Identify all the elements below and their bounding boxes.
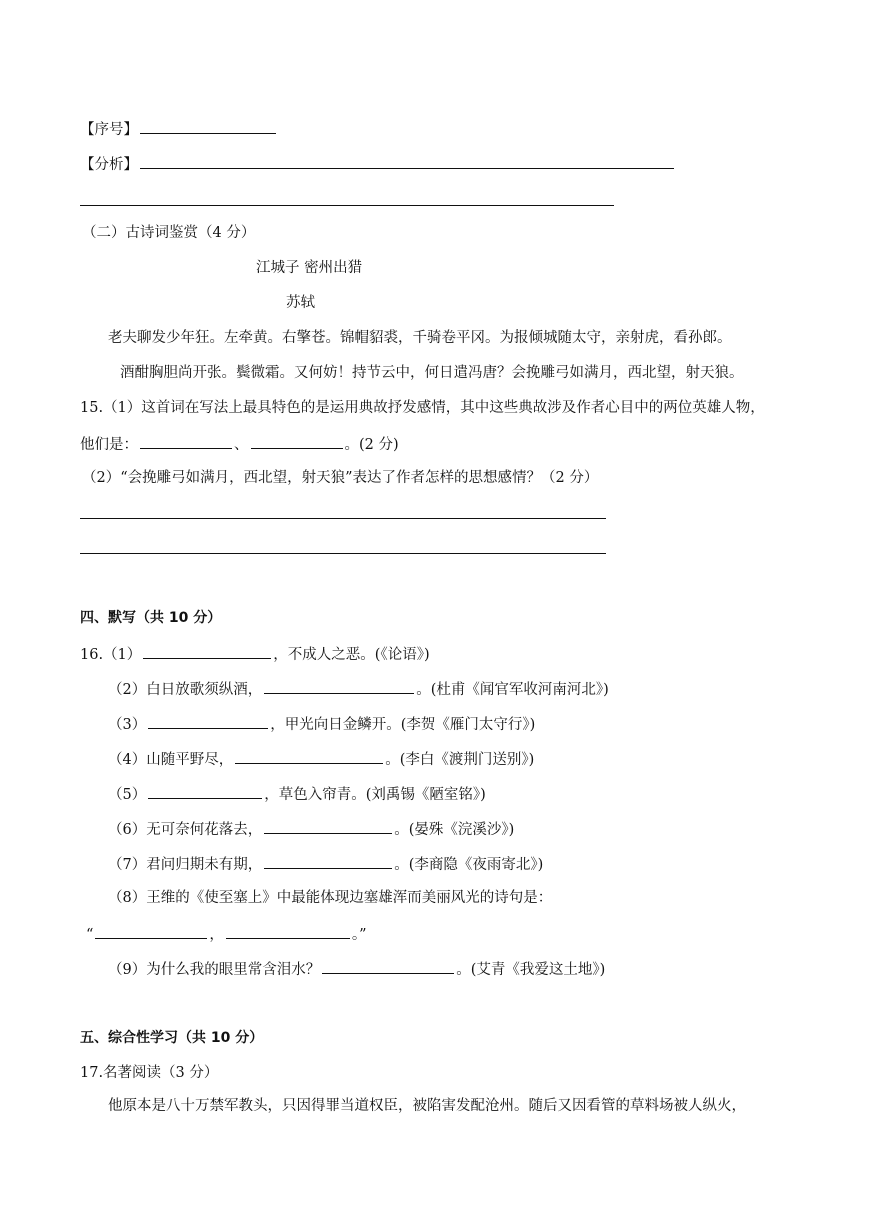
question-15-part-2: （2）“会挽雕弓如满月，西北望，射天狼”表达了作者怎样的思想感情？（2 分）: [82, 470, 599, 486]
q16-7-suffix: 。(李商隐《夜雨寄北》): [394, 857, 544, 873]
section-5-heading: 五、综合性学习（共 10 分）: [80, 1030, 264, 1046]
q16-4-prefix: （4）山随平野尽，: [108, 752, 234, 768]
serial-blank[interactable]: [140, 119, 276, 134]
poem-line-2: 酒酣胸胆尚开张。鬓微霜。又何妨！持节云中，何日遣冯唐？会挽雕弓如满月，西北望，射天狼。: [120, 365, 744, 381]
q16-9-suffix: 。(艾青《我爱这土地》): [456, 962, 606, 978]
q16-2-suffix: 。(杜甫《闻官军收河南河北》): [416, 682, 609, 698]
serial-line: [80, 119, 278, 139]
q16-5-blank[interactable]: [148, 784, 262, 799]
analysis-continuation-line[interactable]: [80, 205, 614, 206]
q16-9-blank[interactable]: [322, 959, 454, 974]
q15-blank-2[interactable]: [251, 434, 343, 449]
q16-9-prefix: （9）为什么我的眼里常含泪水？: [108, 962, 321, 978]
section-4-heading: 四、默写（共 10 分）: [80, 610, 222, 626]
q16-prefix: 16.（1）: [80, 647, 142, 663]
poem-author: 苏轼: [286, 295, 315, 311]
q16-4-blank[interactable]: [235, 749, 383, 764]
q16-8-blank-2[interactable]: [226, 924, 350, 939]
question-15-line-1: 15.（1）这首词在写法上最具特色的是运用典故抒发感情，其中这些典故涉及作者心目中的两位英雄人物，: [80, 400, 765, 416]
q16-3-prefix: （3）: [108, 717, 147, 733]
q16-2-prefix: （2）白日放歌须纵酒，: [108, 682, 263, 698]
q16-9: [108, 959, 605, 979]
q16-3-blank[interactable]: [148, 714, 268, 729]
q16-3: [108, 714, 535, 734]
q16-5-suffix: ，草色入帘青。(刘禹锡《陋室铭》): [264, 787, 486, 803]
q16-7: [108, 854, 543, 874]
q16-8-line-2: [86, 924, 367, 944]
q16-8-open-quote: “: [86, 927, 94, 943]
q16-2-blank[interactable]: [264, 679, 414, 694]
q16-6: [108, 819, 514, 839]
q16-8-close-quote: 。”: [351, 927, 367, 943]
q15-answer-line-2[interactable]: [80, 553, 606, 554]
q15-suffix: 。(2 分): [344, 437, 399, 453]
question-15-line-2: [80, 434, 399, 454]
analysis-label: 【分析】: [80, 157, 138, 173]
analysis-line: [80, 154, 676, 174]
q16-3-suffix: ，甲光向日金鳞开。(李贺《雁门太守行》): [270, 717, 536, 733]
q16-7-blank[interactable]: [264, 854, 392, 869]
q16-8-comma: ，: [209, 927, 224, 943]
q16-8-line-1: （8）王维的《使至塞上》中最能体现边塞雄浑而美丽风光的诗句是：: [108, 890, 553, 906]
q16-5-prefix: （5）: [108, 787, 147, 803]
serial-label: 【序号】: [80, 122, 138, 138]
q16-1: [80, 644, 430, 664]
q16-6-suffix: 。(晏殊《浣溪沙》): [394, 822, 515, 838]
question-17-label: 17.名著阅读（3 分）: [80, 1065, 219, 1081]
poem-section-heading: （二）古诗词鉴赏（4 分）: [82, 225, 256, 241]
poem-title: 江城子 密州出猎: [256, 260, 363, 276]
q16-8-blank-1[interactable]: [95, 924, 207, 939]
analysis-blank[interactable]: [140, 154, 674, 169]
q16-4-suffix: 。(李白《渡荆门送别》): [385, 752, 535, 768]
q15-prefix: 他们是：: [80, 437, 138, 453]
q16-5: [108, 784, 486, 804]
q15-answer-line-1[interactable]: [80, 518, 606, 519]
q16-1-blank[interactable]: [143, 644, 271, 659]
poem-line-1: 老夫聊发少年狂。左牵黄。右擎苍。锦帽貂裘，千骑卷平冈。为报倾城随太守，亲射虎，看孙郎。: [108, 330, 732, 346]
question-17-text: 他原本是八十万禁军教头，只因得罪当道权臣，被陷害发配沧州。随后又因看管的草料场被人纵火，: [108, 1098, 746, 1114]
q16-6-blank[interactable]: [264, 819, 392, 834]
q15-blank-1[interactable]: [140, 434, 232, 449]
q15-separator: 、: [234, 437, 249, 453]
q16-7-prefix: （7）君问归期未有期，: [108, 857, 263, 873]
q16-1-suffix: ，不成人之恶。(《论语》): [273, 647, 430, 663]
q16-6-prefix: （6）无可奈何花落去，: [108, 822, 263, 838]
q16-2: [108, 679, 609, 699]
q16-4: [108, 749, 534, 769]
